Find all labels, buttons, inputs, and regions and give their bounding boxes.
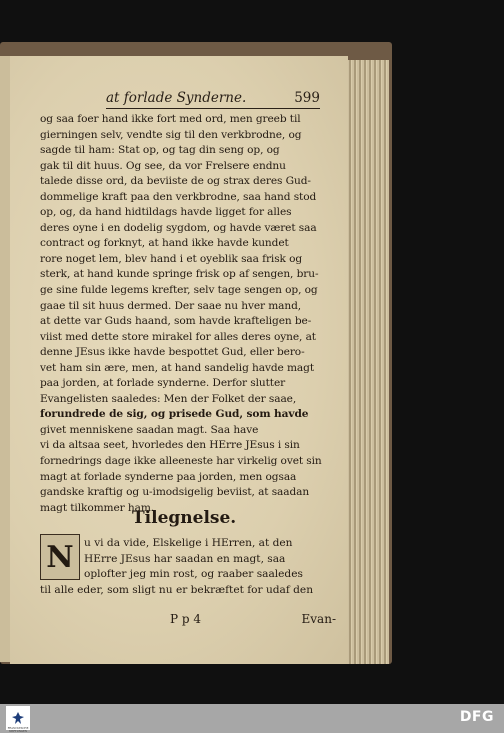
page-header [106, 92, 320, 109]
intro-text [40, 536, 336, 598]
facing-page-edge [0, 56, 10, 662]
running-title: at forlade Synderne. [106, 90, 247, 106]
text-line: talede disse ord, da beviiste de og strax deres Gud- [40, 175, 311, 188]
text-line: gaae til sit huus dermed. Der saae nu hver mand, [40, 299, 302, 312]
text-line: gandske kraftig og u-imodsigelig beviist, at saadan [40, 486, 310, 499]
text-line: dommelige kraft paa den verkbrodne, saa hand stod [40, 190, 317, 203]
text-line: forundrede de sig, og prisede Gud, som havde [40, 408, 309, 421]
text-line: contract og forknyt, at hand ikke havde kundet [40, 237, 289, 250]
viewer-footer [0, 704, 504, 733]
text-line: gierningen selv, vendte sig til den verkbrodne, og [40, 128, 302, 141]
text-line: viist med dette store mirakel for alles deres oyne, at [40, 330, 316, 343]
text-line: magt tilkommer ham. [40, 501, 155, 514]
text-line: Evangelisten saaledes: Men der Folket der saae, [40, 392, 297, 405]
text-line: og saa foer hand ikke fort med ord, men greeb til [40, 113, 301, 125]
text-line: gak til dit huus. Og see, da vor Frelsere endnu [40, 159, 286, 172]
catchword: Evan- [301, 612, 336, 626]
text-line: sterk, at hand kunde springe frisk op af sengen, bru- [40, 268, 319, 281]
text-line: op, og, da hand hidtildags havde ligget for alles [40, 206, 292, 219]
intro-line: u vi da vide, Elskelige i HErren, at den [84, 537, 293, 549]
library-label: FRANCKESCHE STIFTUNGEN [7, 727, 29, 733]
eagle-icon [11, 711, 25, 725]
intro-line: oplofter jeg min rost, og raaber saaledes [84, 568, 303, 581]
text-line: fornedrings dage ikke alleeneste har virkelig ovet sin [40, 455, 322, 468]
page-edges [346, 60, 389, 664]
book-page [10, 56, 348, 664]
body-text [40, 112, 336, 516]
section-heading: Tilegnelse. [132, 508, 237, 528]
intro-line: HErre JEsus har saadan en magt, saa [84, 552, 286, 565]
dfg-logo[interactable]: DFG [459, 709, 494, 725]
drop-cap: N [40, 534, 80, 580]
text-line: paa jorden, at forlade synderne. Derfor slutter [40, 377, 286, 390]
text-line: magt at forlade synderne paa jorden, men ogsaa [40, 470, 297, 483]
text-line: denne JEsus ikke havde bespottet Gud, eller bero- [40, 346, 305, 359]
signature-mark: P p 4 [170, 612, 202, 626]
text-line: deres oyne i en dodelig sygdom, og havde været saa [40, 221, 317, 234]
intro-line: til alle eder, som sligt nu er bekræftet for udaf den [40, 583, 314, 596]
text-line: vi da altsaa seet, hvorledes den HErre JEsus i sin [40, 439, 300, 452]
text-line: vet ham sin ære, men, at hand sandelig havde magt [40, 361, 314, 374]
text-line: ge sine fulde legems krefter, selv tage sengen op, og [40, 284, 318, 297]
catchword-row [170, 612, 336, 628]
text-line: at dette var Guds haand, som havde krafteligen be- [40, 315, 312, 328]
text-line: givet menniskene saadan magt. Saa have [40, 423, 259, 436]
text-line: sagde til ham: Stat op, og tag din seng op, og [40, 144, 280, 157]
page-number: 599 [294, 90, 320, 106]
text-line: rore noget lem, blev hand i et oyeblik saa frisk og [40, 252, 303, 265]
